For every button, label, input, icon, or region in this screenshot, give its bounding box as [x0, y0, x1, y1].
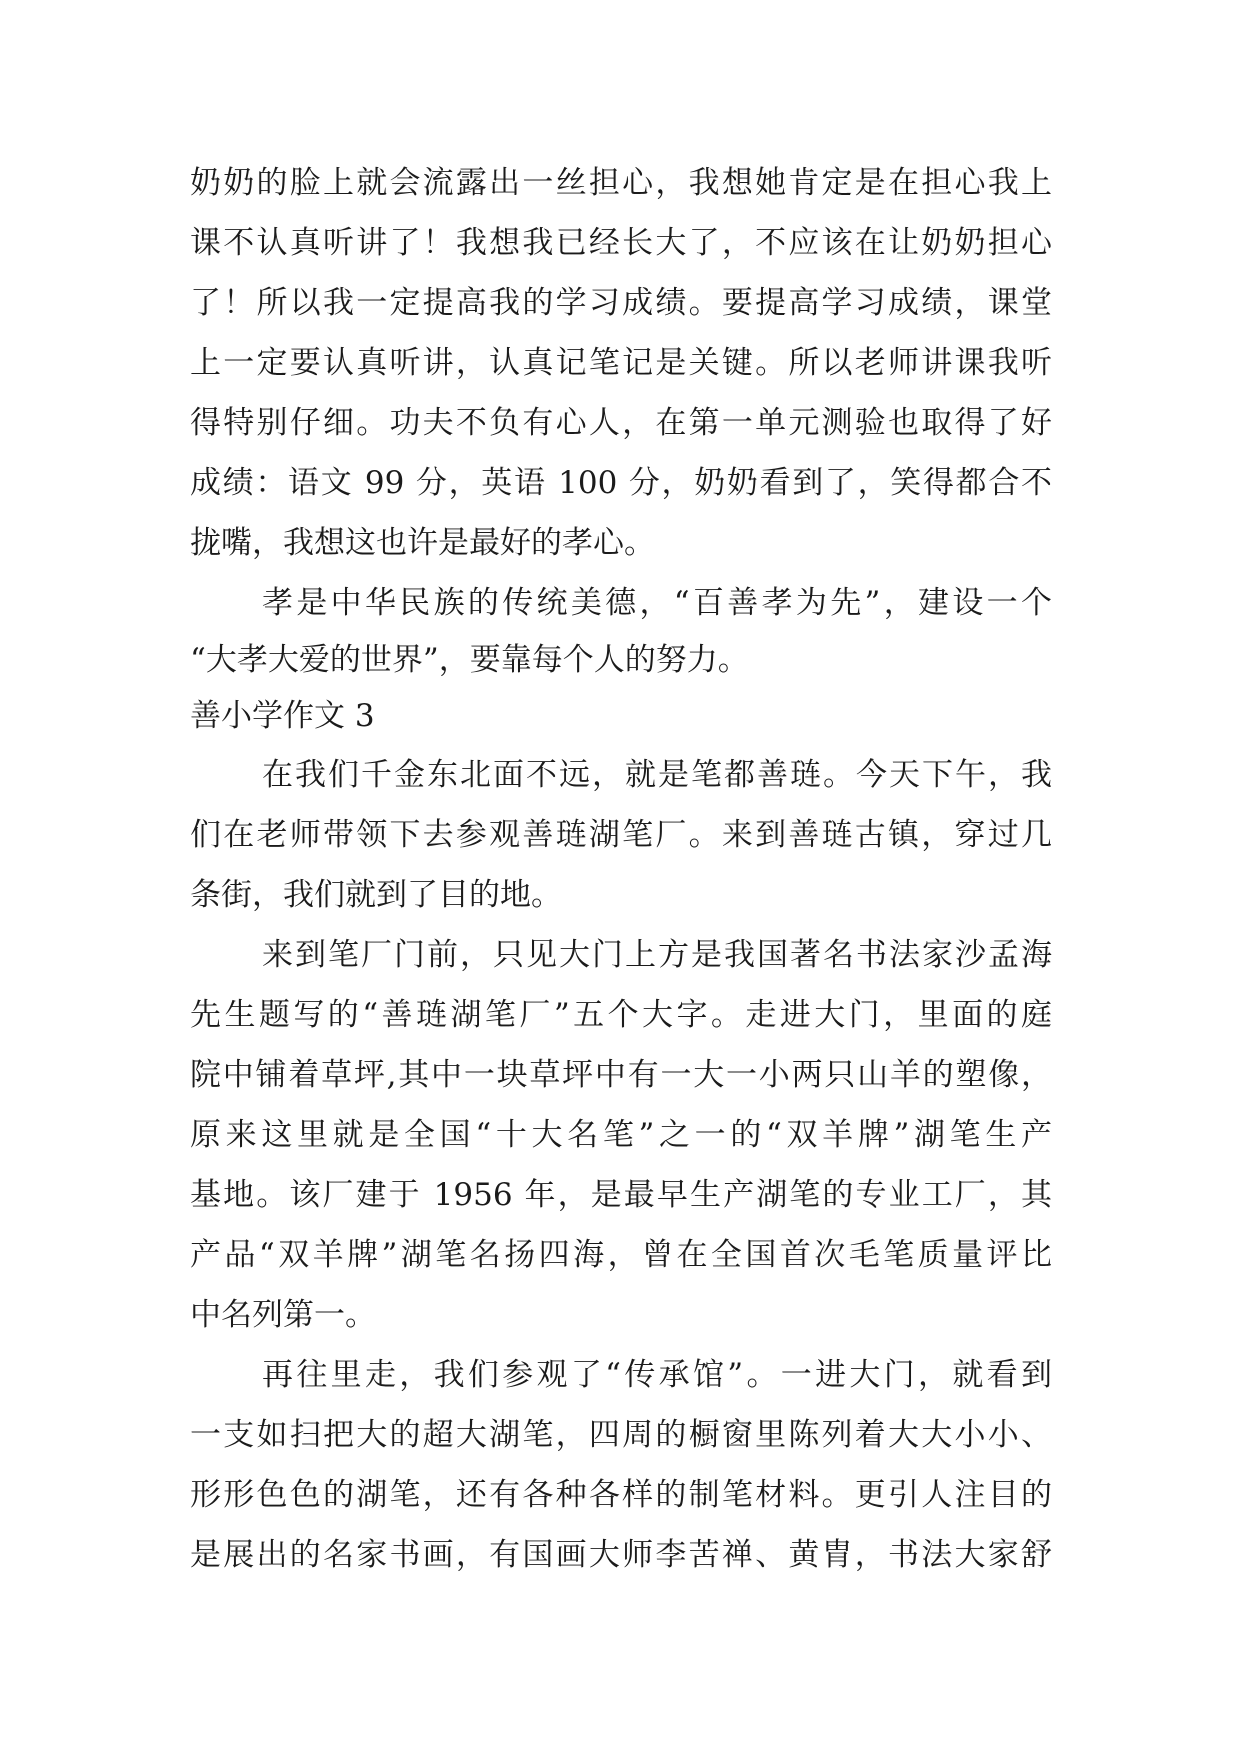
- text-line: 中名列第一。: [190, 1297, 376, 1333]
- text-line: 来到笔厂门前，只见大门上方是我国著名书法家沙孟海: [262, 937, 1052, 973]
- text-line: 一支如扫把大的超大湖笔，四周的橱窗里陈列着大大小小、: [190, 1417, 1052, 1453]
- text-line: 形形色色的湖笔，还有各种各样的制笔材料。更引人注目的: [190, 1477, 1052, 1513]
- text-line: 产品“双羊牌”湖笔名扬四海，曾在全国首次毛笔质量评比: [190, 1237, 1052, 1273]
- text-line: 原来这里就是全国“十大名笔”之一的“双羊牌”湖笔生产: [190, 1117, 1052, 1153]
- text-line: 孝是中华民族的传统美德，“百善孝为先”，建设一个: [262, 585, 1052, 621]
- text-line: 课不认真听讲了！我想我已经长大了，不应该在让奶奶担心: [190, 225, 1052, 261]
- text-line: 奶奶的脸上就会流露出一丝担心，我想她肯定是在担心我上: [190, 165, 1052, 201]
- text-line: 成绩：语文 99 分，英语 100 分，奶奶看到了，笑得都合不: [190, 465, 1052, 501]
- text-line: 们在老师带领下去参观善琏湖笔厂。来到善琏古镇，穿过几: [190, 817, 1052, 853]
- text-line: 基地。该厂建于 1956 年，是最早生产湖笔的专业工厂，其: [190, 1177, 1052, 1213]
- section-heading: 善小学作文 3: [190, 698, 375, 734]
- text-line: 了！所以我一定提高我的学习成绩。要提高学习成绩，课堂: [190, 285, 1052, 321]
- text-line: 拢嘴，我想这也许是最好的孝心。: [190, 525, 655, 561]
- text-line: 条街，我们就到了目的地。: [190, 877, 562, 913]
- text-line: 再往里走，我们参观了“传承馆”。一进大门，就看到: [262, 1357, 1052, 1393]
- text-line: 在我们千金东北面不远，就是笔都善琏。今天下午，我: [262, 757, 1052, 793]
- text-line: 得特别仔细。功夫不负有心人，在第一单元测验也取得了好: [190, 405, 1052, 441]
- text-line: 上一定要认真听讲，认真记笔记是关键。所以老师讲课我听: [190, 345, 1052, 381]
- text-line: 是展出的名家书画，有国画大师李苦禅、黄胄，书法大家舒: [190, 1537, 1052, 1573]
- text-line: 先生题写的“善琏湖笔厂”五个大字。走进大门，里面的庭: [190, 997, 1052, 1033]
- text-line: “大孝大爱的世界”，要靠每个人的努力。: [190, 642, 749, 678]
- text-line: 院中铺着草坪,其中一块草坪中有一大一小两只山羊的塑像，: [190, 1057, 1052, 1093]
